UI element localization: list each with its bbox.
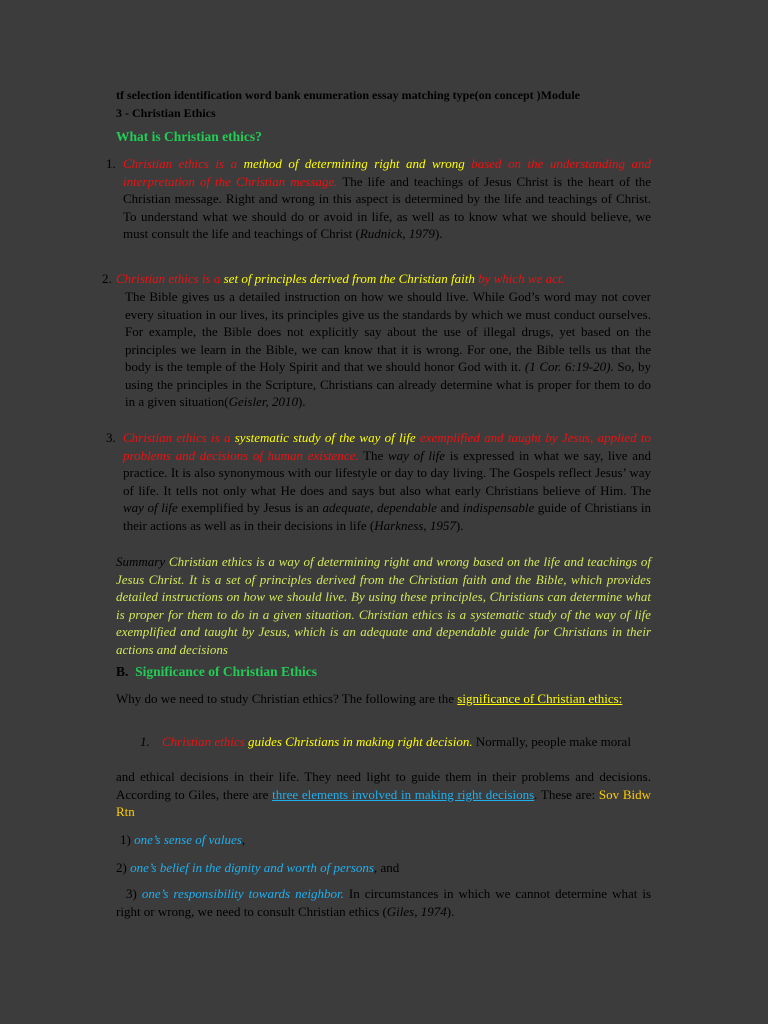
element-3-tail-a: In circumstances in which we cannot determine what is right or wrong, we need to consult Christian ethics ( <box>116 886 652 919</box>
item-2-lead <box>116 270 656 288</box>
sig-1-red: Christian ethics <box>162 734 245 749</box>
item-3-italic-1: way of life <box>387 447 446 463</box>
sig-1-number: 1. <box>140 734 150 749</box>
item-1-text-b: ). <box>434 226 443 241</box>
item-3-red-c: applied to problems and decisions of human existence. <box>123 430 652 463</box>
item-2-citation-1: (1 Cor. 6:19-20). <box>524 359 614 374</box>
item-3-text-b: is expressed in what we say, live and practice. It is also synonymous with our lifestyle or day to day living. The Gospels reflect Jesus’ way of life. It tells not only what He does and says but also what early Christians believe of Him. The <box>123 447 652 498</box>
item-2-number: 2. <box>102 271 112 286</box>
item-3-text-e: guide of Christians in their actions as well as in their decisions in life ( <box>123 500 651 533</box>
mnemonic: Sov Bidw Rtn <box>116 786 651 819</box>
header-line-1: tf selection identification word bank enumeration essay matching type(on concept )Module <box>116 88 580 102</box>
document-header <box>116 87 652 122</box>
heading-what-is-christian-ethics: What is Christian ethics? <box>116 129 262 144</box>
summary-paragraph <box>116 553 651 658</box>
three-elements-link[interactable]: three elements involved in making right decisions <box>272 786 535 802</box>
sig-1-text-a: Normally, people make moral <box>472 734 631 749</box>
item-2-red-a: Christian ethics is a <box>116 271 224 286</box>
item-3-text-d: and <box>436 500 463 515</box>
element-2-tail: , and <box>373 860 400 875</box>
item-2-highlight: set of principles derived from the Christian faith <box>223 271 475 286</box>
item-3-italic-3: adequate, dependable <box>322 500 437 515</box>
element-2-number: 2) <box>116 860 127 875</box>
sig-1-body <box>116 768 651 821</box>
item-2-red-b: by which we act. <box>474 271 565 286</box>
item-3-red-b: exemplified and taught by Jesus, <box>415 430 594 445</box>
summary-text: Christian ethics is a way of determining right and wrong based on the life and teachings of Jesus Christ. It is a set of principles derived from the Christian faith and the Bible, which provides detailed instructions on how we should live. By using these principles, Christians can determine what is proper for them to do in a given situation. Christian ethics is a systematic study of the way of life exemplified and taught by Jesus, which is an adequate and dependable guide for Christians in their actions and decisions <box>116 554 651 657</box>
sig-1-lead <box>162 733 651 751</box>
item-3-italic-4: indispensable <box>462 500 535 515</box>
item-3-citation: Harkness, 1957 <box>374 517 456 533</box>
item-1-red-b: based on the understanding <box>464 156 625 171</box>
item-2-citation-2: Geisler, 2010 <box>228 394 298 409</box>
header-line-2: 3 - Christian Ethics <box>116 105 216 120</box>
item-1-red-c: and interpretation of the Christian message. <box>123 156 651 189</box>
sig-1-text-b: and ethical decisions in their life. They need light to guide them in their problems and decisions. According to Giles, there are <box>116 769 651 802</box>
item-1-red-a: Christian ethics is a <box>123 156 244 171</box>
item-1-body <box>123 155 651 243</box>
item-1-text-a: The life and teachings of Jesus Christ is the heart of the Christian message. Right and wrong in this aspect is determined by the life and teachings of Christ. To understand what we should do or avoid in life, as well as to know what we should believe, we must consult the life and teachings of Christ ( <box>123 173 651 241</box>
sig-1-text-c: . These are: <box>534 786 599 802</box>
element-2-text: one’s belief in the dignity and worth of persons <box>130 860 374 875</box>
element-2 <box>116 859 399 877</box>
item-1-highlight: method of determining right and wrong <box>243 156 465 171</box>
element-1-text: one’s sense of values <box>134 832 242 847</box>
element-1-number: 1) <box>120 832 131 847</box>
item-3-text-a: The <box>358 447 388 463</box>
item-3-highlight: systematic study of the way of life <box>234 430 416 445</box>
element-1-tail: , <box>241 832 246 847</box>
item-3-body <box>123 429 651 534</box>
item-3-number: 3. <box>106 430 116 445</box>
heading-b-title: Significance of Christian Ethics <box>135 664 318 679</box>
element-1 <box>120 831 245 849</box>
item-3-italic-2: way of life <box>123 500 178 515</box>
element-3-number: 3) <box>126 886 137 901</box>
heading-significance <box>116 663 317 681</box>
element-3-tail-b: ). <box>446 903 455 919</box>
heading-b-letter: B. <box>116 664 129 679</box>
item-2-text-a: The Bible gives us a detailed instruction on how we should live. While God’s word may not cover every situation in our lives, its principles give us the standards by which we must conduct ourselves. For example, the Bible does not explicitly say about the use of illegal drugs, yet based on the principles we learn in the Bible, we can know that it is wrong. For one, the Bible tells us that the body is the temple of the Holy Spirit and that we should honor God with it. <box>125 289 651 374</box>
item-3-red-a: Christian ethics is a <box>123 430 235 445</box>
sig-1-highlight: guides Christians in making right decision. <box>244 734 473 749</box>
item-3-text-f: ). <box>455 517 464 533</box>
item-1-citation: Rudnick, 1979 <box>359 226 435 241</box>
element-3 <box>116 885 651 920</box>
item-2-body <box>125 288 651 411</box>
significance-link[interactable]: significance of Christian ethics: <box>457 691 623 706</box>
item-2-text-b: So, by using the principles in the Scripture, Christians can already determine what is proper for them to do in a given situation( <box>125 359 651 409</box>
element-3-text: one’s responsibility towards neighbor. <box>141 886 344 901</box>
summary-label: Summary <box>116 554 166 569</box>
item-2-text-c: ). <box>297 394 306 409</box>
item-3-text-c: exemplified by Jesus is an <box>177 500 323 515</box>
element-3-citation: Giles, 1974 <box>386 903 447 919</box>
why-paragraph <box>116 690 651 708</box>
item-1-number: 1. <box>106 156 116 171</box>
why-text: Why do we need to study Christian ethics? The following are the <box>116 691 458 706</box>
